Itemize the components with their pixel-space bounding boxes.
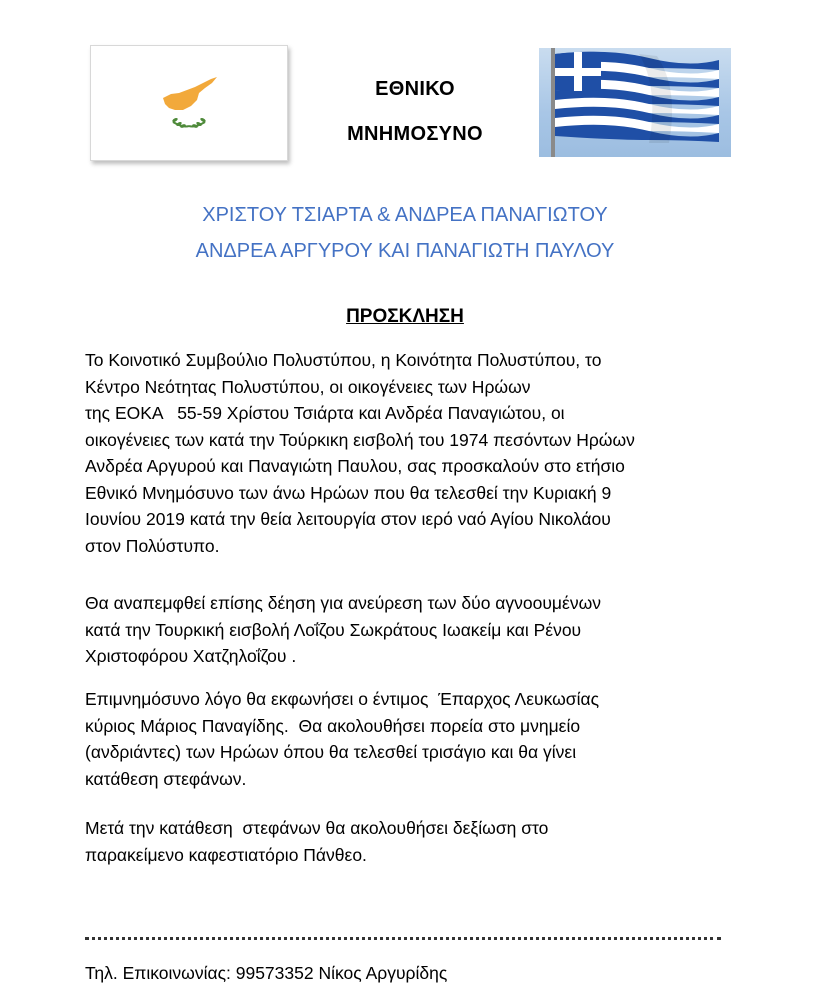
- text-line: Μετά την κατάθεση στεφάνων θα ακολουθήσει δεξίωση στο: [85, 818, 549, 838]
- paragraph-invitation-body: [85, 347, 785, 559]
- text-line: Επιμνημόσυνο λόγο θα εκφωνήσει ο έντιμος Έπαρχος Λευκωσίας: [85, 689, 600, 709]
- memorial-title-line-1: ΕΘΝΙΚΟ: [375, 78, 455, 100]
- text-line: Ανδρέα Αργυρού και Παναγιώτη Παυλου, σας προσκαλούν στο ετήσιο: [85, 456, 625, 476]
- cyprus-flag-icon: [90, 45, 288, 161]
- text-line: Ιουνίου 2019 κατά την θεία λειτουργία στον ιερό ναό Αγίου Νικολάου: [85, 509, 611, 529]
- text-line: παρακείμενο καφεστιατόριο Πάνθεο.: [85, 844, 367, 865]
- text-line: (ανδριάντες) των Ηρώων όπου θα τελεσθεί τρισάγιο και θα γίνει: [85, 742, 577, 762]
- text-line: κατά την Τουρκική εισβολή Λοΐζου Σωκράτους Ιωακείμ και Ρένου: [85, 619, 582, 640]
- heroes-names-line-1: ΧΡΙΣΤΟΥ ΤΣΙΑΡΤΑ & ΑΝΔΡΕΑ ΠΑΝΑΓΙΩΤΟΥ: [202, 204, 608, 226]
- text-line: στον Πολύστυπο.: [85, 535, 220, 556]
- text-line: της ΕΟΚΑ 55-59 Χρίστου Τσιάρτα και Ανδρέα Παναγιώτου, οι: [85, 403, 565, 423]
- memorial-title-line-2: ΜΝΗΜΟΣΥΝΟ: [347, 123, 483, 145]
- text-line: Το Κοινοτικό Συμβούλιο Πολυστύπου, η Κοινότητα Πολυστύπου, το: [85, 350, 602, 370]
- text-line: οικογένειες των κατά την Τούρκικη εισβολή του 1974 πεσόντων Ηρώων: [85, 429, 635, 450]
- dotted-separator: [85, 937, 721, 940]
- text-line: κύριος Μάριος Παναγίδης. Θα ακολουθήσει πορεία στο μνημείο: [85, 715, 581, 736]
- contact-info: Τηλ. Επικοινωνίας: 99573352 Νίκος Αργυρίδης: [85, 963, 448, 983]
- text-line: Χριστοφόρου Χατζηλοΐζου .: [85, 646, 297, 666]
- text-line: κατάθεση στεφάνων.: [85, 768, 247, 789]
- invitation-heading: ΠΡΟΣΚΛΗΣΗ: [346, 306, 464, 327]
- text-line: Εθνικό Μνημόσυνο των άνω Ηρώων που θα τελεσθεί την Κυριακή 9: [85, 482, 612, 503]
- paragraph-prayer-missing: [85, 590, 785, 670]
- heroes-names-line-2: ΑΝΔΡΕΑ ΑΡΓΥΡΟΥ ΚΑΙ ΠΑΝΑΓΙΩΤΗ ΠΑΥΛΟΥ: [195, 240, 615, 262]
- greek-flag-icon: [539, 48, 731, 157]
- text-line: Κέντρο Νεότητας Πολυστύπου, οι οικογένειες των Ηρώων: [85, 376, 531, 397]
- text-line: Θα αναπεμφθεί επίσης δέηση για ανεύρεση των δύο αγνοουμένων: [85, 593, 601, 613]
- paragraph-reception: [85, 815, 785, 868]
- paragraph-speech-procession: [85, 686, 785, 792]
